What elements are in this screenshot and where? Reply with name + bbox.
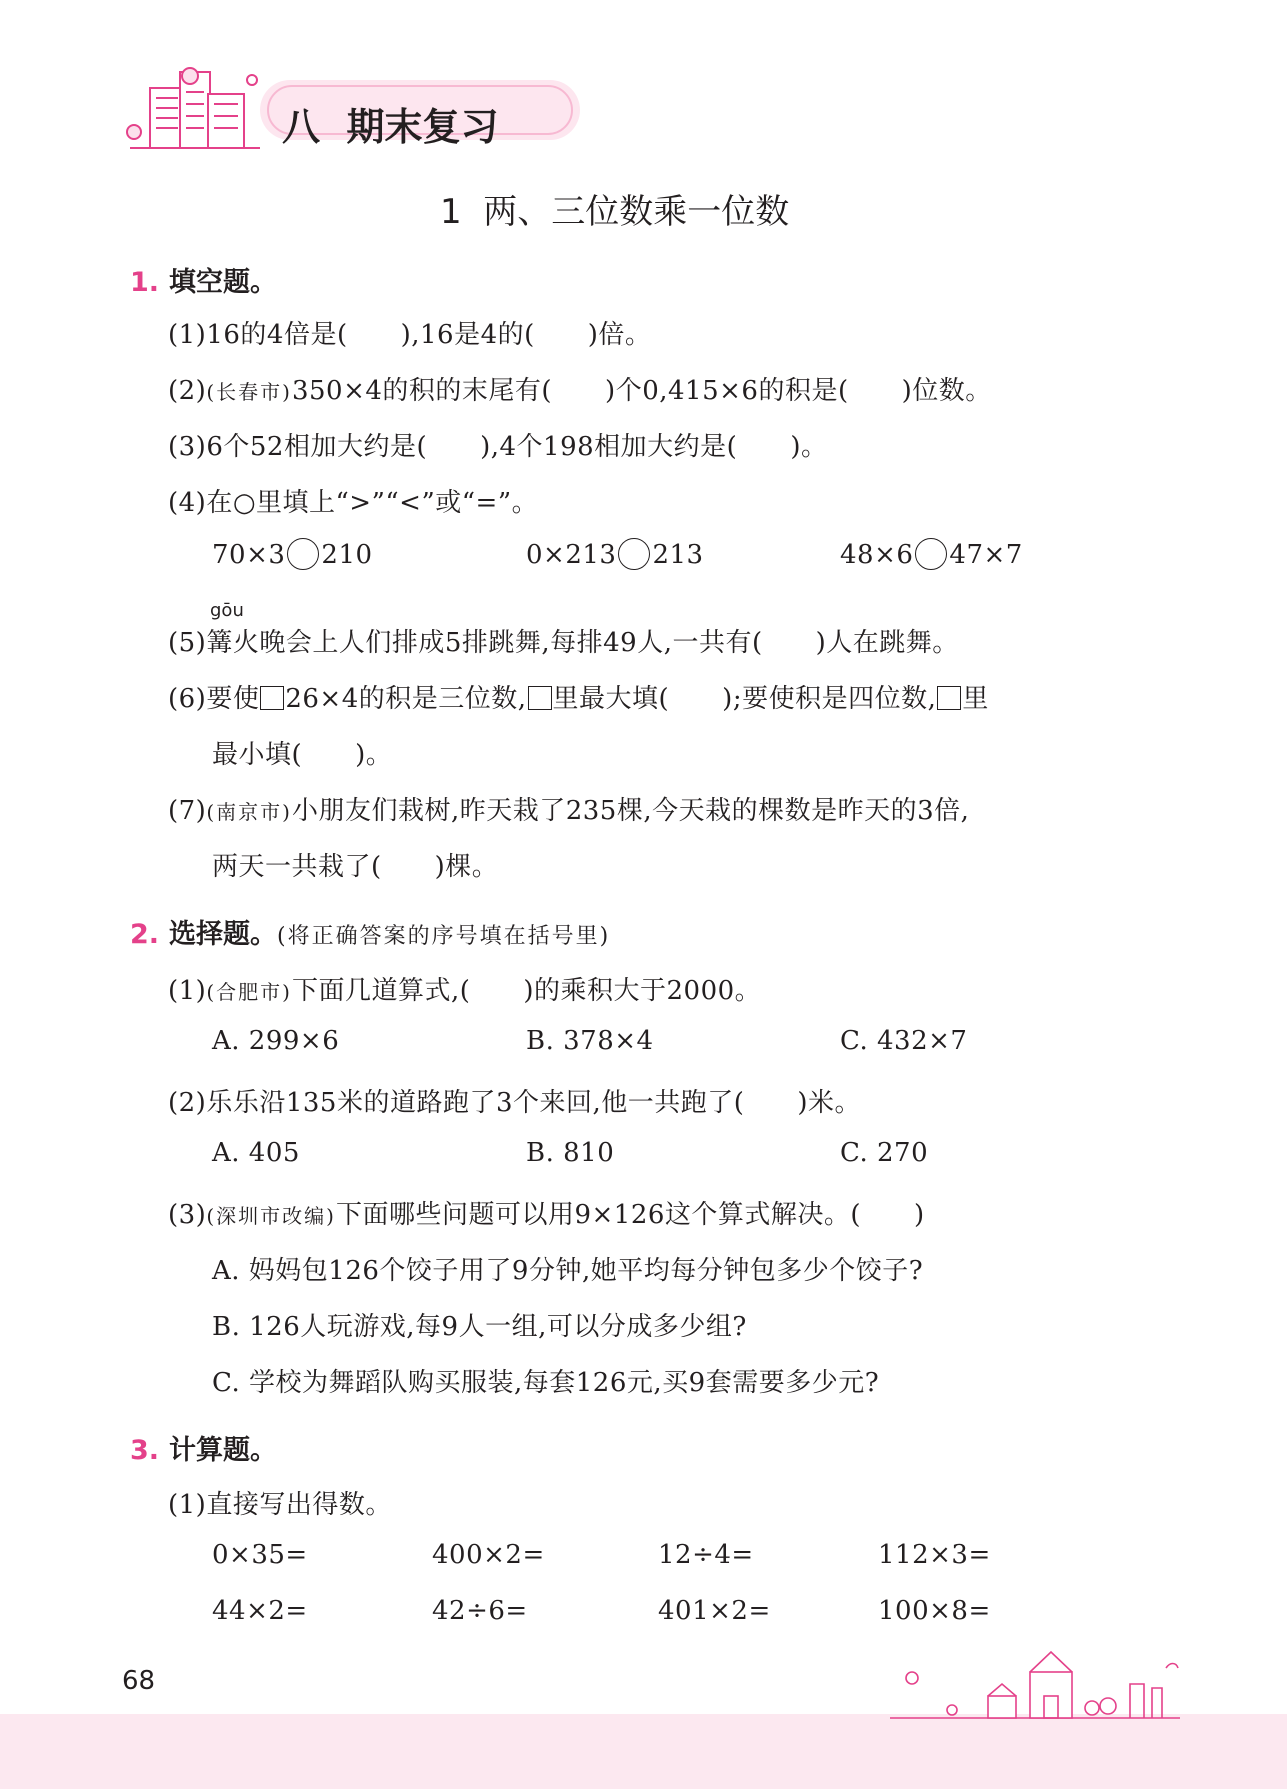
option-b[interactable]: B. 810 <box>526 1138 615 1168</box>
option-a[interactable]: A. 299×6 <box>212 1026 340 1056</box>
pinyin-gou: gōu <box>210 600 244 621</box>
q3-title: 计算题。 <box>169 1435 278 1466</box>
calc-item: 44×2= <box>212 1596 308 1626</box>
source-city: (长春市) <box>206 380 292 404</box>
q2-item-3: (3)(深圳市改编)下面哪些问题可以用9×126这个算式解决。( ) <box>168 1200 925 1230</box>
option-c[interactable]: C. 432×7 <box>840 1026 968 1056</box>
q1-item-7: (7)(南京市)小朋友们栽树,昨天栽了235棵,今天栽的棵数是昨天的3倍, <box>168 796 970 826</box>
q1-heading <box>130 260 277 299</box>
q1-item-2: (2)(长春市)350×4的积的末尾有( )个0,415×6的积是( )位数。 <box>168 376 992 406</box>
q1-item-1: (1)16的4倍是( ),16是4的( )倍。 <box>168 320 652 350</box>
blank-square[interactable] <box>528 686 552 710</box>
blank-square[interactable] <box>937 686 961 710</box>
q2-item-2: (2)乐乐沿135米的道路跑了3个来回,他一共跑了( )米。 <box>168 1088 862 1118</box>
q1-item-5: (5)篝火晚会上人们排成5排跳舞,每排49人,一共有( )人在跳舞。 <box>168 628 959 658</box>
option-b[interactable]: B. 126人玩游戏,每9人一组,可以分成多少组? <box>212 1312 747 1342</box>
castle-illustration-icon <box>880 1648 1180 1720</box>
q1-number: 1. <box>130 267 160 298</box>
q2-heading <box>130 912 610 951</box>
source-city: (南京市) <box>206 800 292 824</box>
calc-item: 400×2= <box>432 1540 545 1570</box>
option-c[interactable]: C. 270 <box>840 1138 929 1168</box>
calc-item: 100×8= <box>878 1596 991 1626</box>
q1-item-7-line2: 两天一共栽了( )棵。 <box>212 852 499 882</box>
calc-item: 401×2= <box>658 1596 771 1626</box>
q1-item-6-line2: 最小填( )。 <box>212 740 393 770</box>
building-illustration-icon <box>127 68 260 148</box>
q3-number: 3. <box>130 1435 160 1466</box>
source-city: (深圳市改编) <box>206 1204 336 1228</box>
calc-item: 0×35= <box>212 1540 308 1570</box>
calc-item: 42÷6= <box>432 1596 528 1626</box>
q3-item-1: (1)直接写出得数。 <box>168 1490 392 1520</box>
blank-square[interactable] <box>260 686 284 710</box>
calc-item: 112×3= <box>878 1540 991 1570</box>
option-b[interactable]: B. 378×4 <box>526 1026 654 1056</box>
compare-circle[interactable] <box>915 538 947 570</box>
compare-3: 48×6 47×7 <box>840 540 1023 570</box>
compare-2: 0×213 213 <box>526 540 704 570</box>
footer-band <box>0 1714 1287 1789</box>
compare-circle[interactable] <box>618 538 650 570</box>
q2-item-1: (1)(合肥市)下面几道算式,( )的乘积大于2000。 <box>168 976 762 1006</box>
option-a[interactable]: A. 405 <box>212 1138 300 1168</box>
q3-heading <box>130 1428 277 1467</box>
option-a[interactable]: A. 妈妈包126个饺子用了9分钟,她平均每分钟包多少个饺子? <box>212 1256 924 1286</box>
option-c[interactable]: C. 学校为舞蹈队购买服装,每套126元,买9套需要多少元? <box>212 1368 880 1398</box>
q1-item-3: (3)6个52相加大约是( ),4个198相加大约是( )。 <box>168 432 828 462</box>
page-number: 68 <box>122 1666 156 1696</box>
compare-circle[interactable] <box>287 538 319 570</box>
q1-item-6: (6)要使 26×4的积是三位数, 里最大填( );要使积是四位数, 里 <box>168 684 989 714</box>
section-title: 1 两、三位数乘一位数 <box>440 192 790 232</box>
q2-number: 2. <box>130 919 160 950</box>
q1-title: 填空题。 <box>169 267 278 298</box>
q2-title: 选择题。 <box>169 919 278 950</box>
chapter-title: 八 期末复习 <box>282 105 499 149</box>
q1-item-4: (4)在○里填上“>”“<”或“=”。 <box>168 488 539 518</box>
source-city: (合肥市) <box>206 980 292 1004</box>
calc-item: 12÷4= <box>658 1540 754 1570</box>
q2-note: (将正确答案的序号填在括号里) <box>277 924 611 949</box>
compare-1: 70×3 210 <box>212 540 373 570</box>
